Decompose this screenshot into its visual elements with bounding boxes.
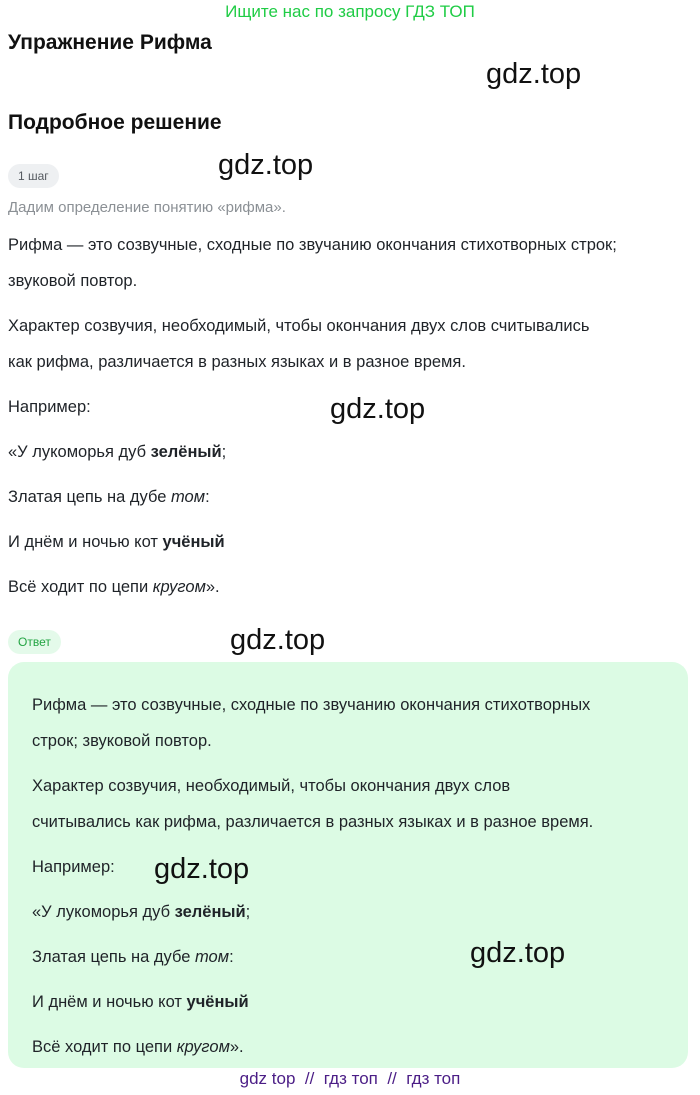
answer-poem-line: Златая цепь на дубе том: xyxy=(32,948,234,966)
section-title: Подробное решение xyxy=(8,111,222,134)
watermark: gdz.top xyxy=(330,393,426,425)
promo-banner: Ищите нас по запросу ГДЗ ТОП xyxy=(225,2,475,21)
answer-example-label: Например: xyxy=(32,858,115,876)
answer-line: строк; звуковой повтор. xyxy=(32,732,212,750)
footer-links[interactable]: gdz top // гдз топ // гдз топ xyxy=(239,1069,461,1088)
page-title: Упражнение Рифма xyxy=(8,31,212,54)
poem-line: Всё ходит по цепи кругом». xyxy=(8,578,220,596)
answer-poem-line: И днём и ночью кот учёный xyxy=(32,993,249,1011)
watermark: gdz.top xyxy=(218,149,314,181)
example-label: Например: xyxy=(8,398,91,416)
solution-line: звуковой повтор. xyxy=(8,272,138,290)
answer-poem-line: «У лукоморья дуб зелёный; xyxy=(32,903,251,921)
poem-line: И днём и ночью кот учёный xyxy=(8,533,225,551)
watermark: gdz.top xyxy=(486,58,582,90)
poem-line: Златая цепь на дубе том: xyxy=(8,488,210,506)
step-badge: 1 шаг xyxy=(8,164,59,188)
watermark: gdz.top xyxy=(230,624,326,656)
solution-line: Характер созвучия, необходимый, чтобы окончания двух слов считывались xyxy=(8,317,590,335)
poem-line: «У лукоморья дуб зелёный; xyxy=(8,443,227,461)
solution-line: Рифма — это созвучные, сходные по звучанию окончания стихотворных строк; xyxy=(8,236,617,254)
answer-poem-line: Всё ходит по цепи кругом». xyxy=(32,1038,244,1056)
answer-line: Рифма — это созвучные, сходные по звучанию окончания стихотворных xyxy=(32,696,591,714)
watermark: gdz.top xyxy=(470,937,566,969)
answer-line: считывались как рифма, различается в разных языках и в разное время. xyxy=(32,813,594,831)
answer-paragraph-1 xyxy=(32,687,590,759)
solution-paragraph-1 xyxy=(8,227,617,299)
answer-badge: Ответ xyxy=(8,630,61,654)
solution-paragraph-2 xyxy=(8,308,589,380)
answer-line: Характер созвучия, необходимый, чтобы окончания двух слов xyxy=(32,777,511,795)
watermark: gdz.top xyxy=(154,853,250,885)
solution-line: как рифма, различается в разных языках и в разное время. xyxy=(8,353,466,371)
answer-paragraph-2 xyxy=(32,768,593,840)
step-hint: Дадим определение понятию «рифма». xyxy=(8,199,286,216)
